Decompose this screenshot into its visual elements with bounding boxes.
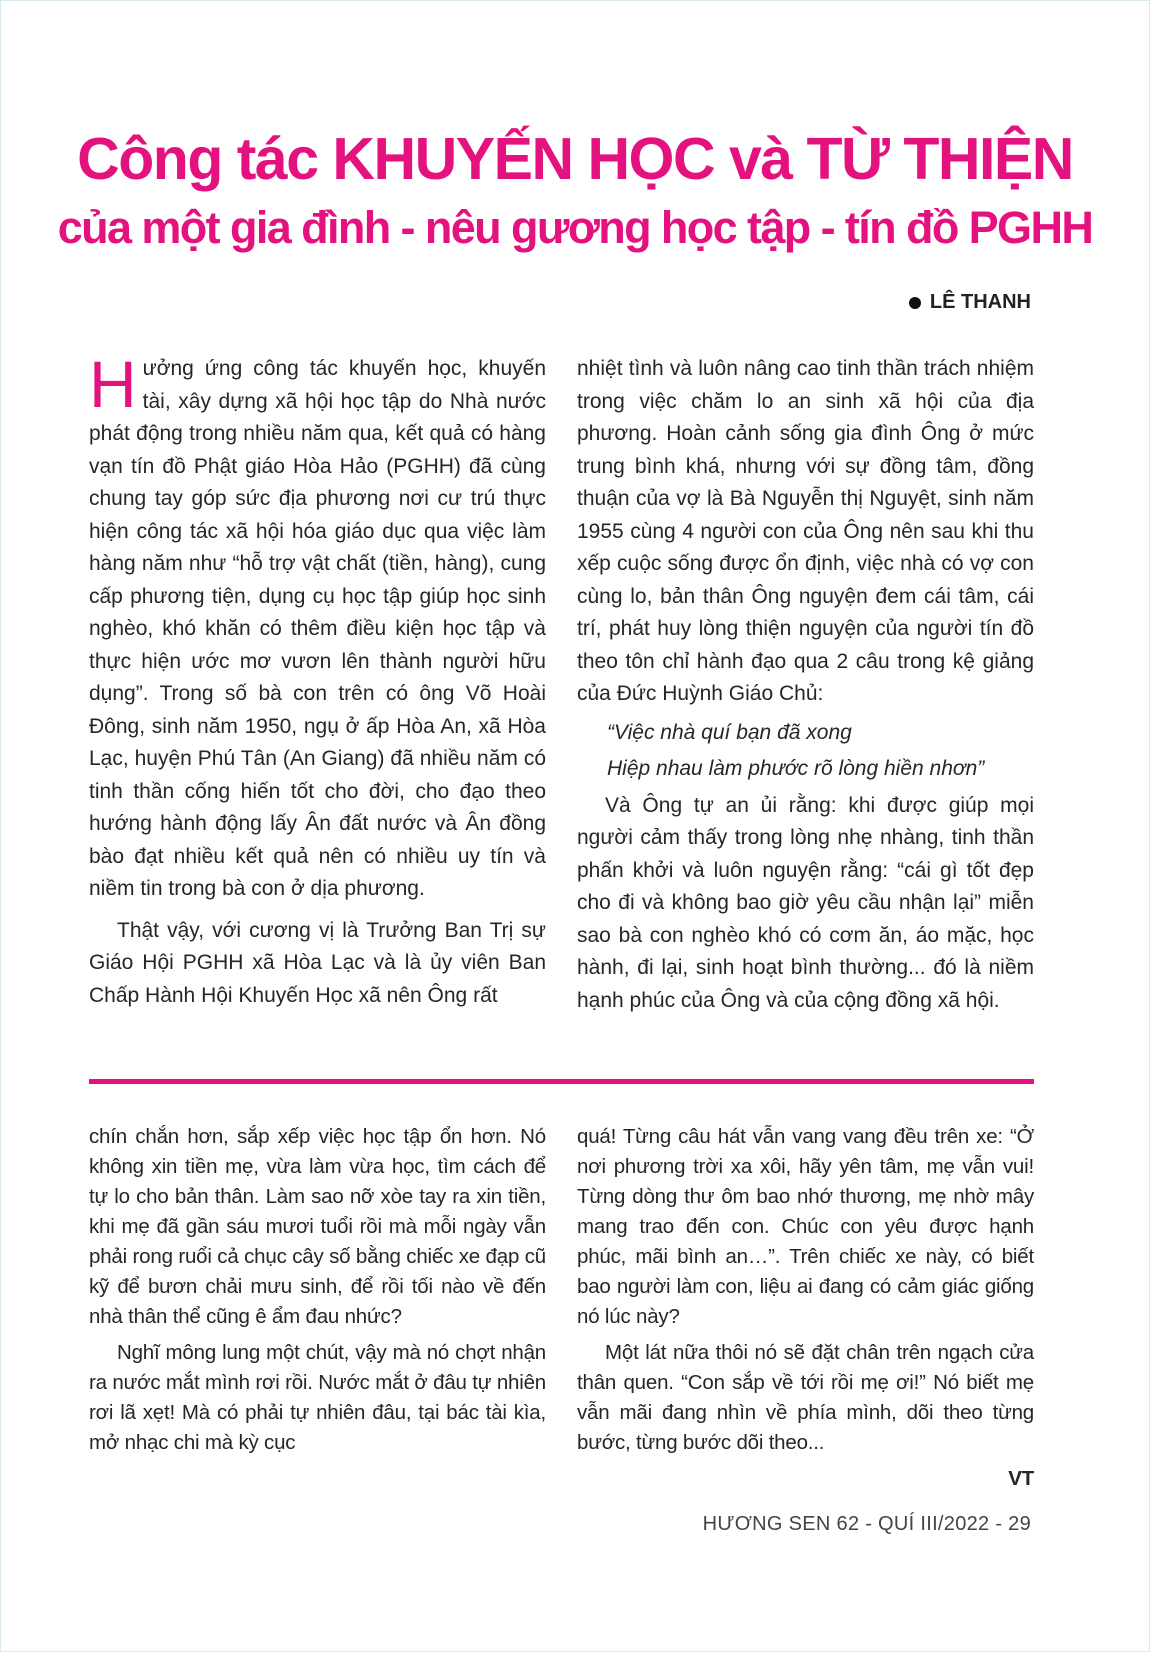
author-name: LÊ THANH (929, 291, 1031, 313)
article-paragraph-1-text: ưởng ứng công tác khuyến học, khuyến tài, xây dựng xã hội học tập do Nhà nước phát động trong nhiều năm qua, kết quả có hàng vạn tín đồ Phật giáo Hòa Hảo (PGHH) đã cùng chung tay góp sức địa phương nơi cư trú thực hiện công tác xã hội hóa giáo dục qua việc làm hàng năm như “hỗ trợ vật chất (tiền, hàng), cung cấp phương tiện, dụng cụ học tập giúp học sinh nghèo, khó khăn có thêm điều kiện học tập và thực hiện ước mơ vươn lên thành người hữu dụng”. Trong số bà con trên có ông Võ Hoài Đông, sinh năm 1950, ngụ ở ấp Hòa An, xã Hòa Lạc, huyện Phú Tân (An Giang) đã nhiều năm có tinh thần cống hiến tốt cho đời, cho đạo theo hướng hành động lấy Ân đất nước và Ân đồng bào đạt nhiều kết quả nên có nhiều uy tín và niềm tin trong bà con ở dịa phương. (89, 357, 546, 900)
page-footer: HƯƠNG SEN 62 - QUÍ III/2022 - 29 (702, 1513, 1031, 1535)
article-paragraph-2-text-a: Thật vậy, với cương vị là Trưởng Ban Trị sự Giáo Hội PGHH xã Hòa Lạc và là ủy viên Ban Chấp Hành Hội Khuyến Học xã nên Ông rất (89, 918, 546, 1007)
article-column-right (577, 353, 1034, 1017)
story-column-left (89, 1122, 546, 1458)
story-paragraph-3: Một lát nữa thôi nó sẽ đặt chân trên ngạch cửa thân quen. “Con sắp về tới rồi mẹ ơi!” Nó biết mẹ vẫn mãi đang nhìn về phía mình, dõi theo từng bước, từng bước dõi theo... (577, 1341, 1034, 1454)
article-paragraph-1 (89, 347, 546, 906)
quote-line-2: Hiệp nhau làm phước rõ lòng hiền nhơn” (607, 757, 985, 780)
story-paragraph-2-start (89, 1338, 546, 1458)
story-signature: VT (1008, 1467, 1034, 1490)
section-divider (89, 1079, 1034, 1084)
story-paragraph-1: chín chắn hơn, sắp xếp việc học tập ổn hơn. Nó không xin tiền mẹ, vừa làm vừa học, tìm cách để tự lo cho bản thân. Làm sao nỡ xòe tay ra xin tiền, khi mẹ đã gần sáu mươi tuổi rồi mà mỗi ngày vẫn phải rong ruổi cả chục cây số bằng chiếc xe đạp cũ kỹ để bươn chải mưu sinh, để rồi tối nào về đến nhà thân thể cũng ê ẩm đau nhức? (89, 1125, 546, 1328)
title-line-1: Công tác KHUYẾN HỌC và TỪ THIỆN (77, 126, 1073, 192)
article-paragraph-3: Và Ông tự an ủi rằng: khi được giúp mọi người cảm thấy trong lòng nhẹ nhàng, tinh thần phấn khởi và luôn nguyện rằng: “cái gì tốt đẹp cho đi và không bao giờ yêu cầu nhận lại” miễn sao bà con nghèo khó có cơm ăn, áo mặc, học hành, đi lại, sinh hoạt bình thường... đó là niềm hạnh phúc của Ông và của cộng đồng xã hội. (577, 793, 1034, 1012)
article-paragraph-2-start (89, 915, 546, 1013)
article-title (1, 123, 1149, 261)
story-paragraph-2-text-a: Nghĩ mông lung một chút, vậy mà nó chợt nhận ra nước mắt mình rơi rồi. Nước mắt ở đâu tự nhiên rơi lã xẹt! Mà có phải tự nhiên đâu, tại bác tài kìa, mở nhạc chi mà kỳ cục (89, 1341, 546, 1454)
bullet-icon (909, 297, 921, 309)
quote-line-1: “Việc nhà quí bạn đã xong (607, 720, 852, 744)
title-line-2: của một gia đình - nêu gương học tập - tín đồ PGHH (57, 202, 1093, 253)
story-paragraph-2-text-b: quá! Từng câu hát vẫn vang vang đều trên xe: “Ở nơi phương trời xa xôi, hãy yên tâm, mẹ vẫn vui! Từng dòng thư ôm bao nhớ thương, mẹ nhờ mây mang trao đến con. Chúc con yêu được hạnh phúc, mãi bình an…”. Trên chiếc xe này, có biết bao người làm con, liệu ai đang có cảm giác giống nó lúc này? (577, 1125, 1034, 1328)
story-column-right (577, 1122, 1034, 1494)
article-column-left (89, 347, 546, 1012)
article-paragraph-2-text-b: nhiệt tình và luôn nâng cao tinh thần trách nhiệm trong việc chăm lo an sinh xã hội của địa phương. Hoàn cảnh sống gia đình Ông ở mức trung bình khá, nhưng với sự đồng tâm, đồng thuận của vợ là Bà Nguyễn thị Nguyệt, sinh năm 1955 cùng 4 người con của Ông nên sau khi thu xếp cuộc sống được ổn định, việc nhà có vợ con cùng lo, bản thân Ông nguyện đem cái tâm, cái trí, phát huy lòng thiện nguyện của người tín đồ theo tôn chỉ hành đạo qua 2 câu trong kệ giảng của Đức Huỳnh Giáo Chủ: (577, 357, 1034, 705)
author-byline (909, 291, 1031, 314)
drop-cap: H (89, 347, 137, 421)
article-paragraph-2-end (577, 353, 1034, 711)
story-paragraph-2-end (577, 1122, 1034, 1332)
